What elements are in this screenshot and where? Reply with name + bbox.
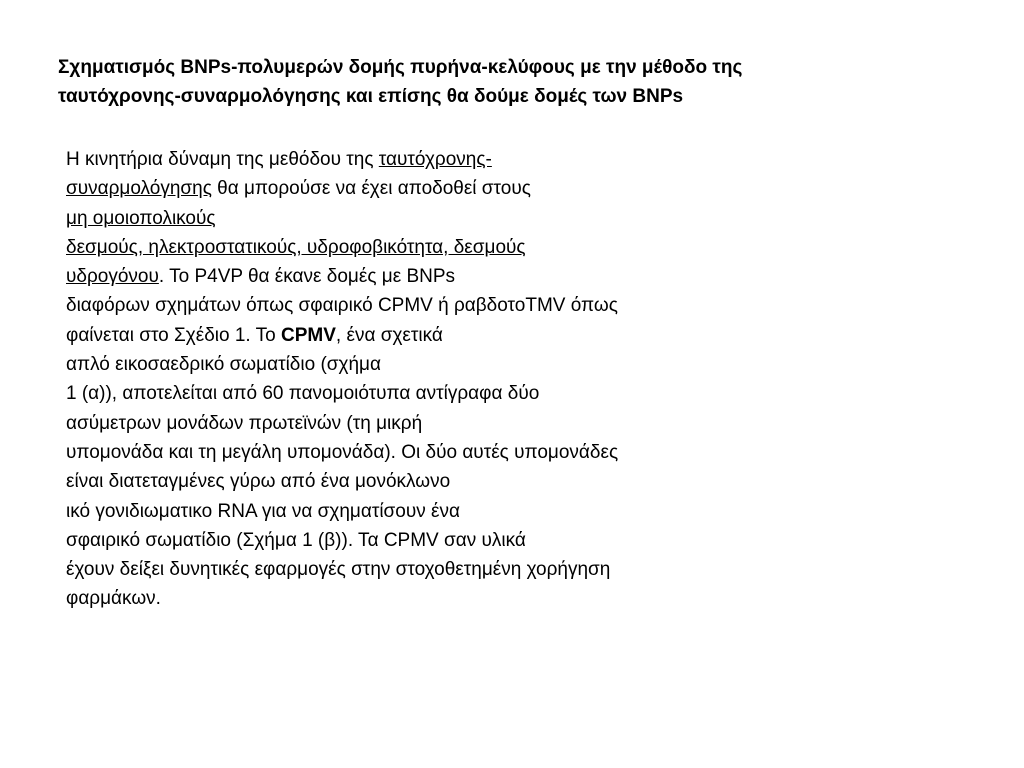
body-line-10: ασύμετρων μονάδων πρωτεϊνών (τη μικρή [66, 412, 423, 434]
body-line-13: ικό γονιδιωματικο RNA για να σχηματίσουν ένα [66, 500, 460, 522]
body-line-5 [66, 262, 826, 291]
body-text-segment: , ένα σχετικά [335, 324, 443, 346]
title-line-1: Σχηματισμός BNPs-πολυμερών δομής πυρήνα-κελύφους με την μέθοδο της [58, 57, 743, 78]
slide-body [66, 145, 826, 614]
body-line-9: 1 (α)), αποτελείται από 60 πανομοιότυπα αντίγραφα δύο [66, 383, 540, 405]
body-line-15: έχουν δείξει δυνητικές εφαρμογές στην στοχοθετημένη χορήγηση [66, 559, 611, 581]
title-line-2: ταυτόχρονης-συναρμολόγησης και επίσης θα δούμε δομές των BNPs [58, 86, 684, 107]
body-line-1 [66, 145, 826, 174]
underlined-term: υδρογόνου [66, 266, 159, 288]
body-line-4 [66, 233, 826, 262]
body-line-12: είναι διατεταγμένες γύρω από ένα μονόκλωνο [66, 471, 451, 493]
underlined-term: συναρμολόγησης [66, 178, 212, 200]
underlined-term: δεσμούς, ηλεκτροστατικούς, υδροφοβικότητα, δεσμούς [66, 236, 526, 258]
underlined-term: ταυτόχρονης- [378, 149, 492, 170]
body-line-14: σφαιρικό σωματίδιο (Σχήμα 1 (β)). Τα CPMV σαν υλικά [66, 529, 526, 551]
body-line-8: απλό εικοσαεδρικό σωματίδιο (σχήμα [66, 354, 381, 376]
body-line-7 [66, 321, 826, 350]
body-text-segment: Η κινητήρια δύναμη της μεθόδου της [66, 149, 379, 170]
body-line-16: φαρμάκων. [66, 588, 161, 610]
body-text-segment: . Το P4VP θα έκανε δομές με BNPs [158, 266, 456, 288]
body-text-segment: θα μπορούσε να έχει αποδοθεί στους [211, 178, 531, 200]
body-line-11: υπομονάδα και τη μεγάλη υπομονάδα). Οι δύο αυτές υπομονάδες [66, 441, 619, 463]
body-line-3 [66, 204, 826, 233]
body-line-6: διαφόρων σχημάτων όπως σφαιρικό CPMV ή ραβδοτοTMV όπως [66, 295, 618, 317]
slide-title [58, 53, 958, 111]
bold-term: CPMV [281, 324, 336, 346]
underlined-term: μη ομοιοπολικούς [66, 207, 216, 229]
body-text-segment: φαίνεται στο Σχέδιο 1. Το [66, 324, 282, 346]
body-line-2 [66, 174, 826, 203]
